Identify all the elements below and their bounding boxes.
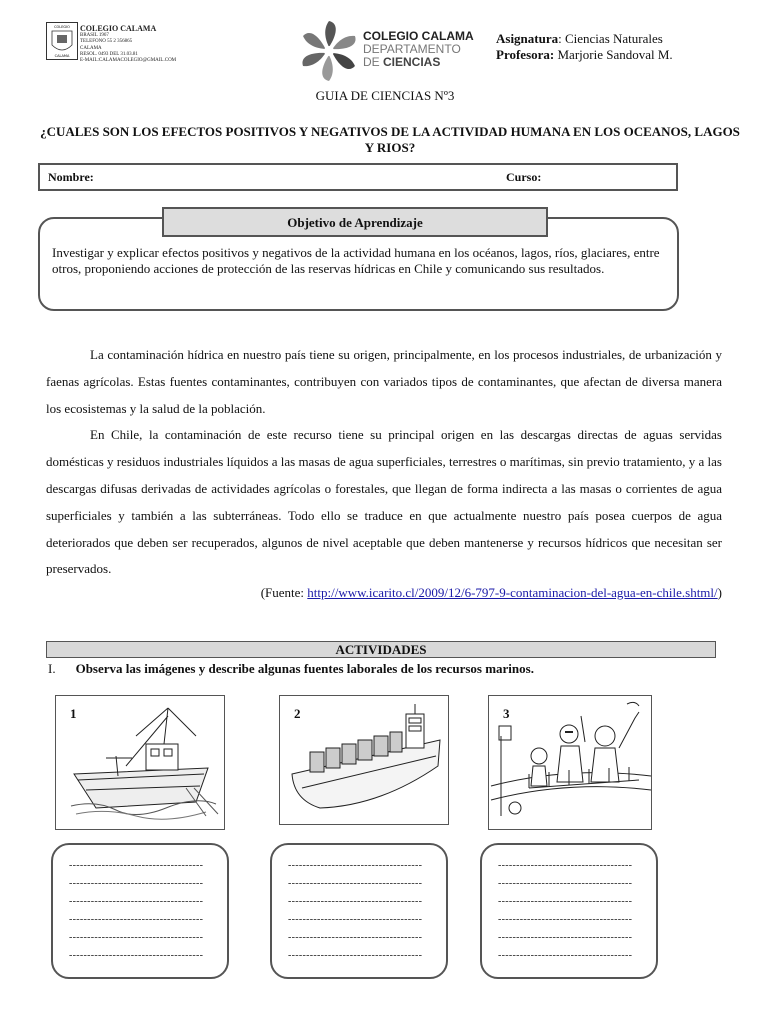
cruise-ship-icon (489, 696, 653, 831)
source-citation (46, 585, 722, 601)
dept-line-1: COLEGIO CALAMA (363, 29, 474, 43)
activity-question (48, 661, 534, 677)
source-suffix: ) (717, 585, 722, 600)
answer-line[interactable]: ------------------------------------- (498, 932, 633, 943)
answer-line[interactable]: ------------------------------------- (498, 896, 633, 907)
school-line: E-MAIL:CALAMACOLEGIO@GMAIL.COM (80, 58, 177, 64)
school-line: TELEFONO 55 2 356865 (80, 39, 133, 45)
school-crest-icon (46, 22, 78, 60)
answer-line[interactable]: ------------------------------------- (69, 860, 204, 871)
answer-line[interactable]: ------------------------------------- (498, 950, 633, 961)
science-department-logo-icon (298, 20, 360, 82)
fishing-boat-icon (56, 696, 226, 831)
student-info-box (38, 163, 678, 191)
subject-info (496, 31, 673, 63)
teacher-label: Profesora: (496, 47, 555, 62)
activity-image-3 (488, 695, 652, 830)
answer-box-2[interactable] (270, 843, 448, 979)
answer-line[interactable]: ------------------------------------- (69, 932, 204, 943)
answer-line[interactable]: ------------------------------------- (69, 914, 204, 925)
answer-line[interactable]: ------------------------------------- (288, 878, 423, 889)
paragraph: En Chile, la contaminación de este recurso tiene su principal origen en las descargas directas de aguas servidas domésticas y residuos industriales líquidos a las masas de agua superficiales, terrestres o marítimas, sin previo tratamiento, y a las descargas difusas derivadas de actividades agrícolas o forestales, que llegan de forma indirecta a las masas o corrientes de agua superficiales y también a las subterráneas. Todo ello se traduce en que actualmente nuestro país posea cuerpos de agua deteriorados que deben ser recuperados, algunos de nivel aceptable que deben mantenerse y recursos hídricos que necesitan ser preservados. (46, 427, 722, 577)
dept-line-3-bold: CIENCIAS (383, 55, 441, 69)
answer-line[interactable]: ------------------------------------- (69, 896, 204, 907)
dept-line-2: DEPARTAMENTO (363, 42, 461, 56)
answer-line[interactable]: ------------------------------------- (498, 914, 633, 925)
image-number: 3 (503, 706, 510, 721)
school-line: BRASIL 1967 (80, 33, 109, 38)
objective-title: Objetivo de Aprendizaje (162, 207, 548, 237)
question-number: I. (48, 661, 56, 676)
school-line: RESOL. 0493 DEL 31.03.81 (80, 51, 138, 57)
answer-line[interactable]: ------------------------------------- (69, 878, 204, 889)
source-prefix: (Fuente: (260, 585, 308, 600)
answer-line[interactable]: ------------------------------------- (498, 860, 633, 871)
course-label: Curso: (506, 170, 542, 184)
source-link[interactable]: http://www.icarito.cl/2009/12/6-797-9-contaminacion-del-agua-en-chile.shtml/ (307, 585, 718, 600)
paragraph: La contaminación hídrica en nuestro país tiene su origen, principalmente, en los procesos industriales, de urbanización y faenas agrícolas. Estas fuentes contaminantes, contribuyen con variados tipos de contaminantes, que afectan de diversa manera los ecosistemas y la salud de la población. (46, 347, 722, 416)
body-text (46, 342, 722, 583)
school-info (80, 24, 176, 64)
subject-label: Asignatura (496, 31, 559, 46)
answer-box-3[interactable] (480, 843, 658, 979)
badge-top-text: COLEGIO (54, 25, 70, 29)
answer-line[interactable]: ------------------------------------- (288, 896, 423, 907)
image-number: 2 (294, 706, 301, 721)
image-number: 1 (70, 706, 77, 721)
activities-header: ACTIVIDADES (46, 641, 716, 658)
answer-line[interactable]: ------------------------------------- (69, 950, 204, 961)
guide-title: GUIA DE CIENCIAS Nº3 (315, 88, 455, 103)
school-line: CALAMA (80, 45, 102, 51)
badge-bottom-text: CALAMA (54, 54, 70, 58)
question-text: Observa las imágenes y describe algunas fuentes laborales de los recursos marinos. (75, 661, 534, 676)
answer-line[interactable]: ------------------------------------- (288, 932, 423, 943)
cargo-ship-icon (280, 696, 450, 826)
page-title: ¿CUALES SON LOS EFECTOS POSITIVOS Y NEGATIVOS DE LA ACTIVIDAD HUMANA EN LOS OCEANOS, LAGOS Y RIOS? (40, 124, 740, 155)
school-name: COLEGIO CALAMA (80, 24, 157, 33)
department-title (363, 30, 474, 69)
subject-value: : Ciencias Naturales (558, 31, 663, 46)
objective-text: Investigar y explicar efectos positivos y negativos de la actividad humana en los océanos, lagos, ríos, glaciares, entre otros, proponiendo acciones de protección de las reservas hídricas en Chile y comunicando sus resultados. (52, 245, 660, 276)
name-label: Nombre: (48, 170, 94, 184)
answer-line[interactable]: ------------------------------------- (288, 914, 423, 925)
activity-image-1 (55, 695, 225, 830)
dept-line-3-prefix: DE (363, 55, 384, 69)
answer-line[interactable]: ------------------------------------- (288, 860, 423, 871)
dept-line-3 (363, 56, 474, 69)
activity-image-2 (279, 695, 449, 825)
answer-line[interactable]: ------------------------------------- (288, 950, 423, 961)
answer-box-1[interactable] (51, 843, 229, 979)
teacher-value: Marjorie Sandoval M. (554, 47, 673, 62)
answer-line[interactable]: ------------------------------------- (498, 878, 633, 889)
